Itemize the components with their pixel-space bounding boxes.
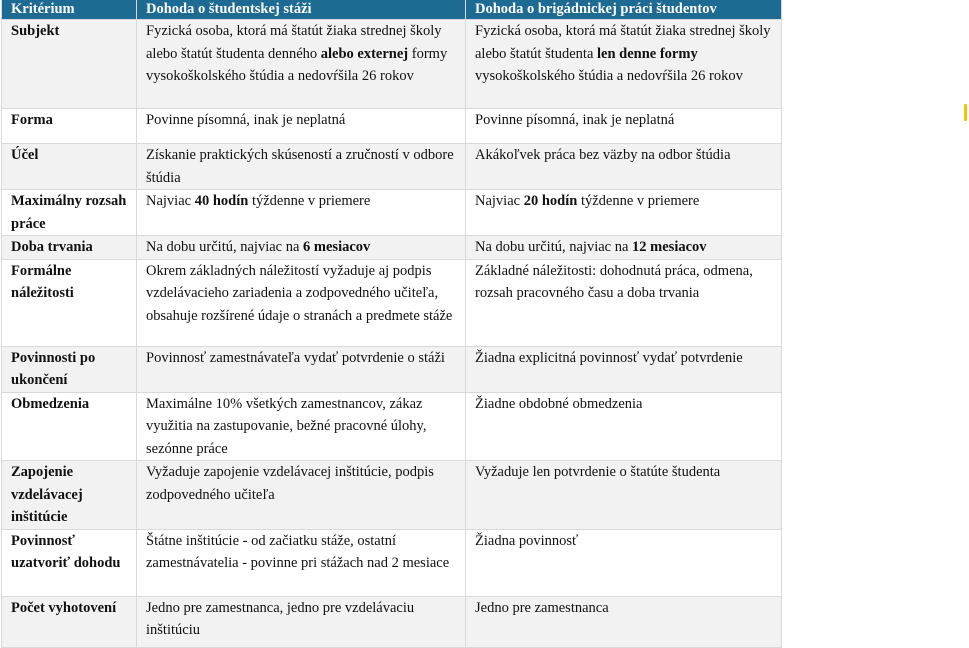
cell-text-bold: 40 hodín <box>194 193 249 209</box>
comparison-table <box>1 0 782 648</box>
table-row <box>2 392 782 461</box>
table-row <box>2 259 782 346</box>
cell-text: Žiadna explicitná povinnosť vydať potvrdenie <box>475 349 743 366</box>
cell-text: týždenne v priemere <box>248 193 371 209</box>
internship-cell <box>137 144 466 190</box>
student-work-cell <box>466 190 782 236</box>
table-body <box>2 20 782 648</box>
table-row <box>2 109 782 144</box>
table-row <box>2 144 782 190</box>
criterion-cell: Formálne náležitosti <box>2 259 137 346</box>
table-row <box>2 596 782 647</box>
student-work-cell <box>466 109 782 144</box>
criterion-cell: Obmedzenia <box>2 392 137 461</box>
criterion-cell: Povinnosti po ukončení <box>2 346 137 392</box>
cell-text: Akákoľvek práca bez väzby na odbor štúdia <box>475 147 731 163</box>
cell-text: Základné náležitosti: dohodnutá práca, odmena, rozsah pracovného času a doba trvania <box>475 262 753 301</box>
cell-text: Žiadne obdobné obmedzenia <box>475 395 643 412</box>
criterion-cell: Maximálny rozsah práce <box>2 190 137 236</box>
cell-text: Povinnosť zamestnávateľa vydať potvrdenie o stáži <box>146 349 445 366</box>
internship-cell <box>137 392 466 461</box>
internship-cell <box>137 190 466 236</box>
student-work-cell <box>466 529 782 596</box>
internship-cell <box>137 20 466 109</box>
table-row <box>2 461 782 530</box>
cell-text: Získanie praktických skúseností a zručností v odbore štúdia <box>146 147 454 186</box>
internship-cell <box>137 109 466 144</box>
cell-text-bold: 12 mesiacov <box>632 239 707 255</box>
criterion-cell: Povinnosť uzatvoriť dohodu <box>2 529 137 596</box>
cell-text: Na dobu určitú, najviac na <box>475 239 633 255</box>
cell-text: Vyžaduje len potvrdenie o štatúte študenta <box>475 464 721 480</box>
cell-text: Najviac <box>146 193 195 209</box>
internship-cell <box>137 529 466 596</box>
cell-text: týždenne v priemere <box>577 193 700 209</box>
cell-text-bold: 20 hodín <box>523 193 578 209</box>
student-work-cell <box>466 346 782 392</box>
table-row <box>2 190 782 236</box>
table-row <box>2 346 782 392</box>
cell-text-bold: len denne formy <box>597 45 698 62</box>
cell-text: Fyzická osoba, ktorá má štatút žiaka strednej školy alebo štatút študenta denného <box>146 23 442 62</box>
table-row <box>2 236 782 260</box>
internship-cell <box>137 346 466 392</box>
criterion-cell: Forma <box>2 109 137 144</box>
internship-cell <box>137 259 466 346</box>
student-work-cell <box>466 236 782 260</box>
criterion-cell: Zapojenie vzdelávacej inštitúcie <box>2 461 137 530</box>
cell-text: Jedno pre zamestnanca, jedno pre vzdelávaciu inštitúciu <box>146 599 415 638</box>
student-work-cell <box>466 20 782 109</box>
cell-text: Okrem základných náležitostí vyžaduje aj podpis vzdelávacieho zariadenia a zodpovedného učiteľa, obsahuje rozšírené údaje o stranách a predmete stáže <box>146 262 453 324</box>
table-row <box>2 20 782 109</box>
cell-text: formy vysokoškolského štúdia a nedovŕšila 26 rokov <box>146 45 448 84</box>
cell-text: Žiadna povinnosť <box>475 532 579 549</box>
criterion-cell: Počet vyhotovení <box>2 596 137 647</box>
header-row <box>2 0 782 20</box>
cell-text: Povinne písomná, inak je neplatná <box>475 112 675 128</box>
internship-cell <box>137 596 466 647</box>
header-internship-agreement: Dohoda o študentskej stáži <box>137 0 466 20</box>
cell-text: Maximálne 10% všetkých zamestnancov, zákaz využitia na zastupovanie, bežné pracovné úlohy, sezónne práce <box>146 395 427 457</box>
internship-cell <box>137 461 466 530</box>
cell-text: vysokoškolského štúdia a nedovŕšila 26 rokov <box>475 68 743 84</box>
header-criterion: Kritérium <box>2 0 137 20</box>
cell-text: Na dobu určitú, najviac na <box>146 239 304 255</box>
cell-text-bold: alebo externej <box>320 45 409 62</box>
criterion-cell: Subjekt <box>2 20 137 109</box>
cell-text-bold: 6 mesiacov <box>303 239 371 255</box>
text-cursor-marker <box>964 104 967 121</box>
criterion-cell: Doba trvania <box>2 236 137 260</box>
cell-text: Povinne písomná, inak je neplatná <box>146 112 346 128</box>
cell-text: Fyzická osoba, ktorá má štatút žiaka strednej školy alebo štatút študenta <box>475 23 771 62</box>
student-work-cell <box>466 392 782 461</box>
cell-text: Vyžaduje zapojenie vzdelávacej inštitúcie, podpis zodpovedného učiteľa <box>146 464 434 503</box>
internship-cell <box>137 236 466 260</box>
cell-text: Štátne inštitúcie - od začiatku stáže, ostatní zamestnávatelia - povinne pri stážach nad 2 mesiace <box>146 532 450 571</box>
student-work-cell <box>466 259 782 346</box>
student-work-cell <box>466 596 782 647</box>
cell-text: Najviac <box>475 193 524 209</box>
student-work-cell <box>466 461 782 530</box>
student-work-cell <box>466 144 782 190</box>
header-student-work-agreement: Dohoda o brigádnickej práci študentov <box>466 0 782 20</box>
cell-text: Jedno pre zamestnanca <box>475 599 609 616</box>
criterion-cell: Účel <box>2 144 137 190</box>
table-row <box>2 529 782 596</box>
